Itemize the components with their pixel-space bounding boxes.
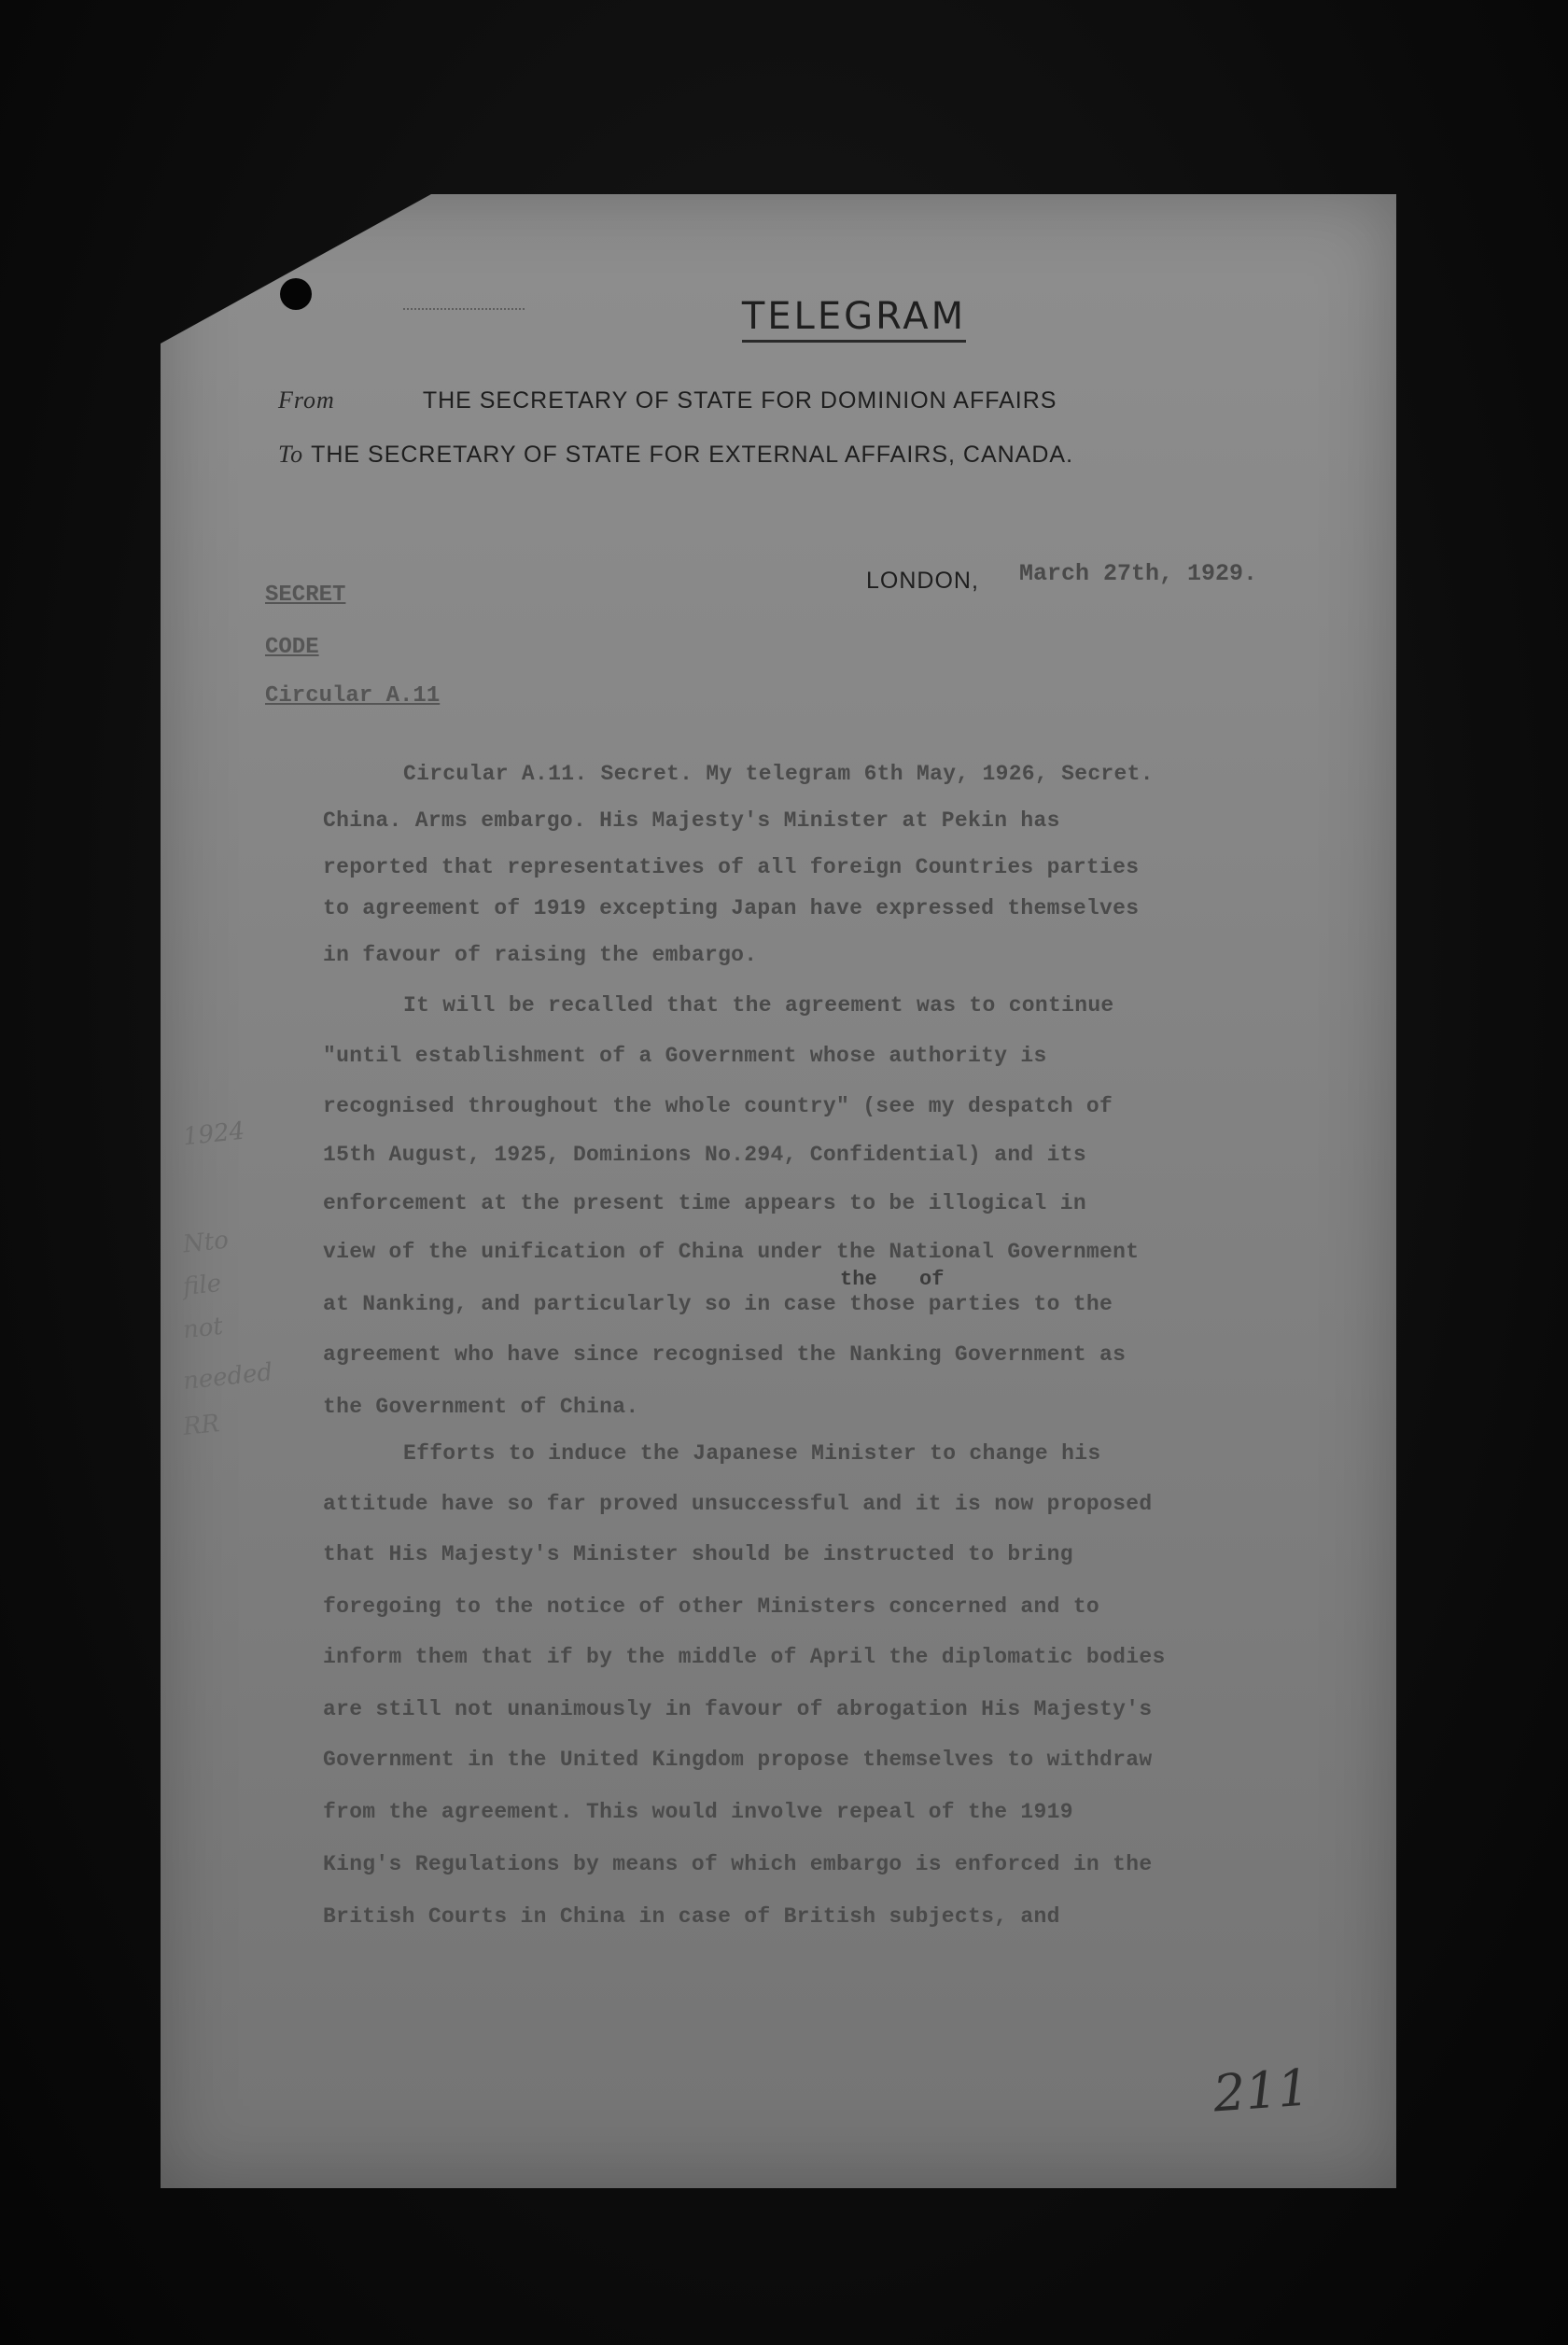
body-line: in favour of raising the embargo.	[323, 943, 758, 967]
body-line: foregoing to the notice of other Ministers concerned and to	[323, 1594, 1100, 1619]
classification-secret: SECRET	[265, 583, 346, 608]
body-line: British Courts in China in case of British subjects, and	[323, 1904, 1060, 1929]
classification-circular: Circular A.11	[265, 683, 441, 709]
body-line: are still not unanimously in favour of abrogation His Majesty's	[323, 1697, 1153, 1721]
body-line: agreement who have since recognised the Nanking Government as	[323, 1342, 1127, 1367]
margin-note: 1924	[181, 1116, 246, 1152]
body-line: view of the unification of China under the National Government	[323, 1240, 1140, 1264]
body-line: from the agreement. This would involve repeal of the 1919	[323, 1800, 1073, 1824]
to-line	[278, 441, 1073, 469]
body-line: 15th August, 1925, Dominions No.294, Confidential) and its	[323, 1143, 1086, 1167]
from-label: From	[278, 386, 335, 414]
body-line: "until establishment of a Government whose authority is	[323, 1044, 1047, 1068]
body-line: reported that representatives of all foreign Countries parties	[323, 855, 1140, 879]
classification-code: CODE	[265, 635, 319, 660]
from-value: THE SECRETARY OF STATE FOR DOMINION AFFAIRS	[422, 387, 1057, 414]
body-line: at Nanking, and particularly so in case those parties to the	[323, 1292, 1113, 1316]
folio-number: 211	[1211, 2057, 1312, 2124]
body-line: the Government of China.	[323, 1395, 639, 1419]
margin-note: not	[181, 1312, 225, 1345]
to-label: To	[278, 441, 304, 468]
body-line: enforcement at the present time appears to be illogical in	[323, 1191, 1086, 1215]
margin-note: Nto	[181, 1226, 231, 1259]
interlinear-insertion: of	[919, 1268, 945, 1291]
place-label: LONDON,	[866, 568, 979, 594]
margin-note: RR	[181, 1410, 221, 1441]
body-line: that His Majesty's Minister should be instructed to bring	[323, 1542, 1073, 1566]
body-line: Circular A.11. Secret. My telegram 6th May, 1926, Secret.	[403, 762, 1154, 786]
from-line	[278, 386, 1057, 414]
body-line: China. Arms embargo. His Majesty's Minister at Pekin has	[323, 808, 1060, 833]
body-line: It will be recalled that the agreement was to continue	[403, 993, 1114, 1018]
telegram-date: March 27th, 1929.	[1019, 560, 1258, 587]
body-line: inform them that if by the middle of April the diplomatic bodies	[323, 1645, 1166, 1669]
to-value: THE SECRETARY OF STATE FOR EXTERNAL AFFAIRS, CANADA.	[311, 442, 1074, 468]
telegram-heading: TELEGRAM	[0, 295, 1568, 338]
body-line: attitude have so far proved unsuccessful and it is now proposed	[323, 1492, 1153, 1516]
body-line: to agreement of 1919 excepting Japan have expressed themselves	[323, 896, 1140, 920]
body-line: Efforts to induce the Japanese Minister to change his	[403, 1441, 1101, 1466]
margin-note: file	[181, 1269, 223, 1302]
interlinear-insertion: the	[840, 1268, 877, 1291]
body-line: recognised throughout the whole country" (see my despatch of	[323, 1094, 1113, 1118]
body-line: Government in the United Kingdom propose themselves to withdraw	[323, 1748, 1153, 1772]
body-line: King's Regulations by means of which embargo is enforced in the	[323, 1852, 1153, 1876]
margin-note: needed	[181, 1358, 274, 1396]
